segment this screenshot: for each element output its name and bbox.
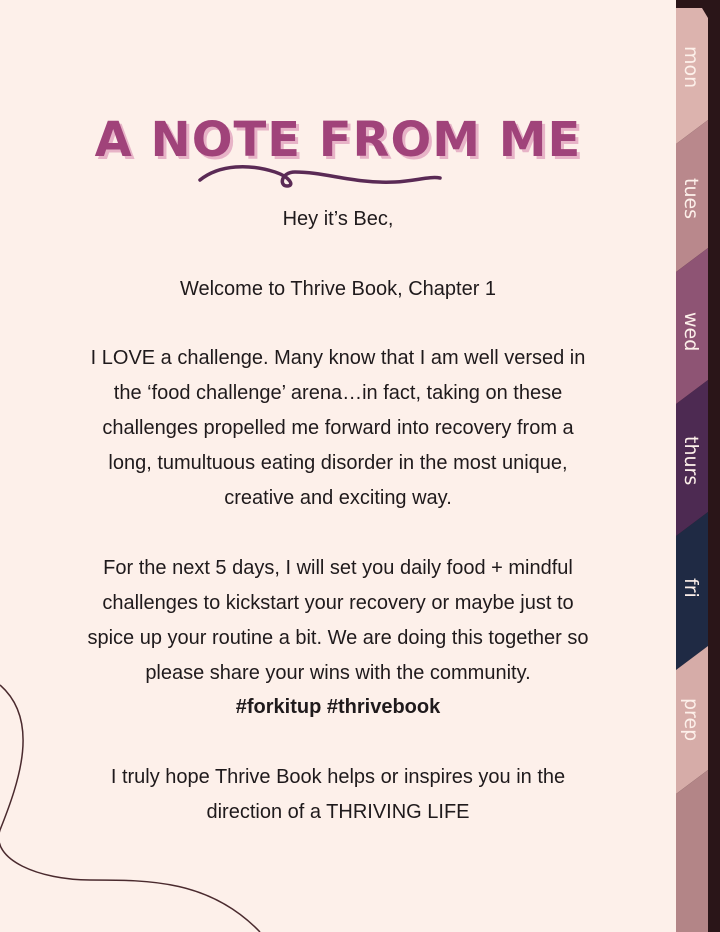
tab-blank-shape <box>676 770 708 932</box>
paragraph-line: creative and exciting way. <box>224 487 452 509</box>
paragraph-line: spice up your routine a bit. We are doing this together so <box>87 627 589 649</box>
greeting-text: Hey it’s Bec, <box>282 208 394 230</box>
tab-tues[interactable]: tues <box>680 178 702 220</box>
page-title: A NOTE FROM ME <box>94 112 582 168</box>
paragraph-line: long, tumultuous eating disorder in the most unique, <box>108 452 568 474</box>
tab-thurs[interactable]: thurs <box>680 436 702 486</box>
tab-prep[interactable]: prep <box>680 698 702 742</box>
tab-mon[interactable]: mon <box>680 46 702 89</box>
paragraph-line: challenges propelled me forward into recovery from a <box>102 417 574 439</box>
paragraph-line: For the next 5 days, I will set you daily food + mindful <box>103 557 573 579</box>
closing-line: direction of a THRIVING LIFE <box>206 801 470 823</box>
welcome-text: Welcome to Thrive Book, Chapter 1 <box>179 278 497 300</box>
paragraph-line: challenges to kickstart your recovery or maybe just to <box>102 592 574 614</box>
swirl-divider-icon <box>195 158 445 192</box>
hashtags-text: #forkitup #thrivebook <box>235 696 441 718</box>
tab-wed[interactable]: wed <box>680 312 702 352</box>
paragraph-line: the ‘food challenge’ arena…in fact, taking on these <box>113 382 563 404</box>
paragraph-line: I LOVE a challenge. Many know that I am well versed in <box>90 347 586 369</box>
tab-fri[interactable]: fri <box>680 578 702 598</box>
paragraph-line: please share your wins with the community. <box>145 662 531 684</box>
closing-line: I truly hope Thrive Book helps or inspires you in the <box>110 766 566 788</box>
